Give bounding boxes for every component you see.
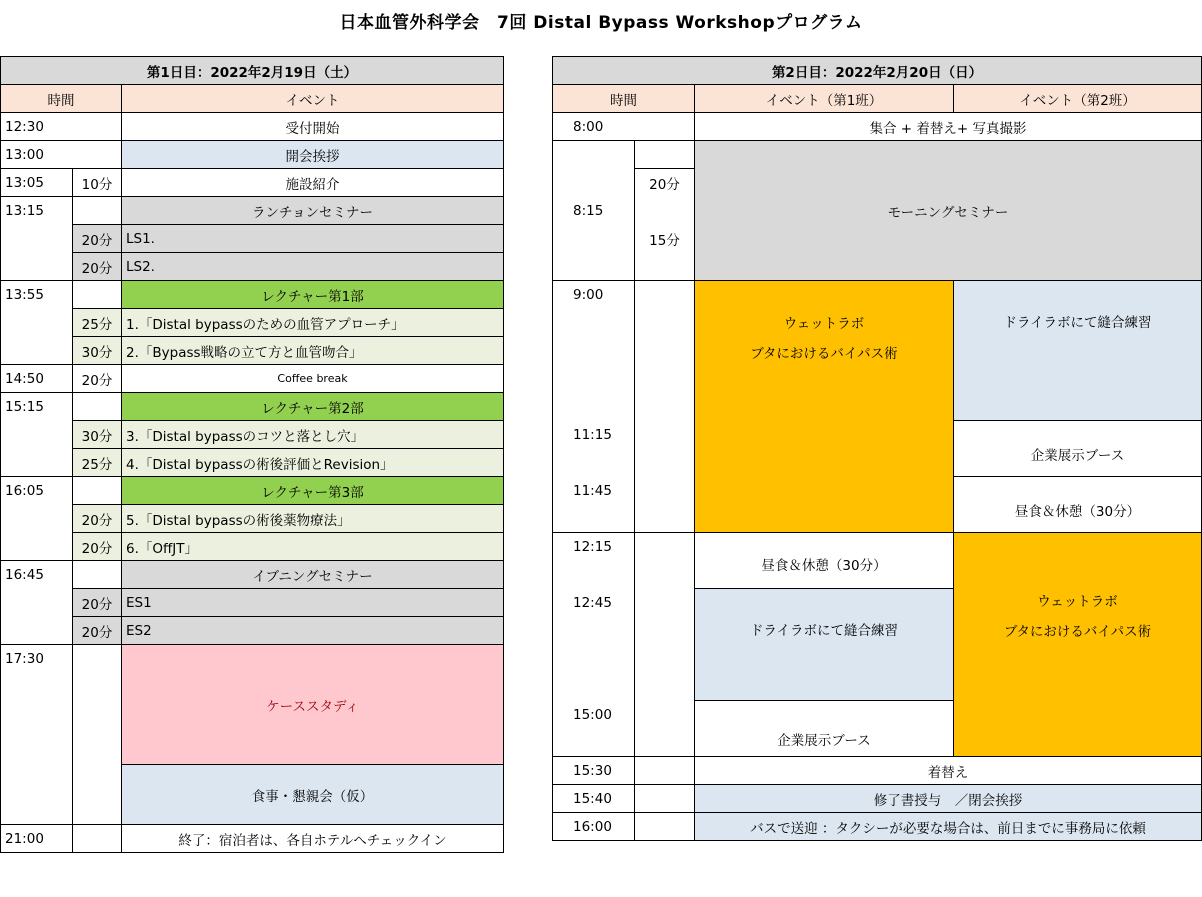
event-ls1: LS1. xyxy=(122,225,504,253)
time-cell: 12:15 xyxy=(553,533,635,561)
time-cell: 11:15 xyxy=(553,421,635,449)
time-cell: 11:45 xyxy=(553,477,635,505)
event-booth-group2: 企業展示ブース xyxy=(954,421,1202,477)
event-booth-group1: 企業展示ブース xyxy=(695,701,954,757)
page-title: 日本血管外科学会 7回 Distal Bypass Workshopプログラム xyxy=(339,13,863,33)
duration-cell: 20分 xyxy=(73,505,122,533)
duration-cell: 20分 xyxy=(73,253,122,281)
event-wet-lab-group2 xyxy=(954,533,1202,757)
day1-header: 第1日目：2022年2月19日（土） xyxy=(1,57,504,85)
event-luncheon-seminar: ランチョンセミナー xyxy=(122,197,504,225)
time-cell xyxy=(553,365,635,393)
time-cell: 12:45 xyxy=(553,589,635,617)
time-cell: 15:00 xyxy=(553,701,635,729)
time-cell: 13:55 xyxy=(1,281,73,365)
time-cell xyxy=(553,561,635,589)
event-dry-lab-group2: ドライラボにて縫合練習 xyxy=(954,281,1202,421)
time-cell: 17:30 xyxy=(1,645,73,825)
time-cell: 16:00 xyxy=(553,813,635,841)
event-lecture-3: レクチャー第3部 xyxy=(122,477,504,505)
wet-lab-label: ウェットラボ xyxy=(1037,594,1118,610)
event-dry-lab-group1: ドライラボにて縫合練習 xyxy=(695,589,954,701)
time-cell xyxy=(553,337,635,365)
event-es1: ES1 xyxy=(122,589,504,617)
time-cell: 15:15 xyxy=(1,393,73,477)
wet-lab-desc: ブタにおけるバイパス術 xyxy=(1003,624,1152,640)
event-wet-lab-group1 xyxy=(695,281,954,533)
duration-cell xyxy=(73,477,122,505)
duration-cell: 20分 xyxy=(73,533,122,561)
time-cell: 21:00 xyxy=(1,825,73,853)
time-cell: 13:00 xyxy=(1,141,122,169)
time-cell: 15:40 xyxy=(553,785,635,813)
time-cell: 16:45 xyxy=(1,561,73,645)
event-dinner: 食事・懇親会（仮） xyxy=(122,765,504,825)
event-evening-seminar: イブニングセミナー xyxy=(122,561,504,589)
event-lecture-1: レクチャー第1部 xyxy=(122,281,504,309)
day2-col-time: 時間 xyxy=(553,85,695,113)
duration-cell: 20分 xyxy=(73,589,122,617)
event-facility: 施設紹介 xyxy=(122,169,504,197)
duration-cell: 25分 xyxy=(73,449,122,477)
duration-cell: 10分 xyxy=(73,169,122,197)
time-cell: 16:05 xyxy=(1,477,73,561)
time-cell xyxy=(553,617,635,645)
day1-col-event: イベント xyxy=(122,85,504,113)
time-cell: 13:05 xyxy=(1,169,73,197)
duration-cell xyxy=(635,197,695,225)
time-cell xyxy=(553,673,635,701)
day2-schedule-table xyxy=(552,56,1202,841)
duration-cell xyxy=(73,561,122,589)
event-closing: 修了書授与 ／閉会挨拶 xyxy=(695,785,1202,813)
event-lecture-2-1: 3.「Distal bypassのコツと落とし穴」 xyxy=(122,421,504,449)
event-lunch-group2: 昼食＆休憩（30分） xyxy=(954,477,1202,533)
time-cell: 12:30 xyxy=(1,113,122,141)
duration-cell xyxy=(73,281,122,309)
wet-lab-desc: ブタにおけるバイパス術 xyxy=(750,346,898,362)
event-opening: 開会挨拶 xyxy=(122,141,504,169)
duration-cell xyxy=(73,825,122,853)
event-end: 終了：宿泊者は、各自ホテルへチェックイン xyxy=(122,825,504,853)
time-cell: 13:15 xyxy=(1,197,73,281)
duration-cell: 20分 xyxy=(73,365,122,393)
time-cell xyxy=(553,505,635,533)
event-lecture-2: レクチャー第2部 xyxy=(122,393,504,421)
event-lecture-3-1: 5.「Distal bypassの術後薬物療法」 xyxy=(122,505,504,533)
duration-cell xyxy=(635,785,695,813)
duration-cell: 15分 xyxy=(635,225,695,253)
duration-cell: 20分 xyxy=(73,225,122,253)
time-cell xyxy=(553,449,635,477)
duration-cell xyxy=(635,757,695,785)
time-cell: 9:00 xyxy=(553,281,635,309)
time-cell: 15:30 xyxy=(553,757,635,785)
duration-cell xyxy=(635,533,695,757)
day2-col-event-group2: イベント（第2班） xyxy=(954,85,1202,113)
duration-cell xyxy=(635,253,695,281)
event-change-clothes: 着替え xyxy=(695,757,1202,785)
event-bus: バスで送迎 ：タクシーが必要な場合は、前日までに事務局に依頼 xyxy=(695,813,1202,841)
duration-cell xyxy=(73,393,122,421)
event-ls2: LS2. xyxy=(122,253,504,281)
day2-header: 第2日目：2022年2月20日（日） xyxy=(553,57,1202,85)
event-case-study: ケーススタディ xyxy=(122,645,504,765)
duration-cell xyxy=(73,645,122,825)
time-cell: 8:15 xyxy=(553,141,635,281)
event-lecture-1-2: 2.「Bypass戦略の立て方と血管吻合」 xyxy=(122,337,504,365)
time-cell: 14:50 xyxy=(1,365,73,393)
event-lecture-3-2: 6.「OffJT」 xyxy=(122,533,504,561)
time-cell xyxy=(553,309,635,337)
event-reception: 受付開始 xyxy=(122,113,504,141)
duration-cell xyxy=(635,141,695,169)
event-coffee-break: Coffee break xyxy=(122,365,504,393)
event-gather: 集合 + 着替え+ 写真撮影 xyxy=(695,113,1202,141)
time-cell xyxy=(553,645,635,673)
duration-cell: 20分 xyxy=(73,617,122,645)
duration-cell xyxy=(73,197,122,225)
duration-cell xyxy=(635,813,695,841)
duration-cell: 20分 xyxy=(635,169,695,197)
duration-cell: 25分 xyxy=(73,309,122,337)
event-lunch-group1: 昼食＆休憩（30分） xyxy=(695,533,954,589)
day2-col-event-group1: イベント（第1班） xyxy=(695,85,954,113)
wet-lab-label: ウェットラボ xyxy=(783,316,865,332)
duration-cell xyxy=(635,281,695,533)
day1-col-time: 時間 xyxy=(1,85,122,113)
event-morning-seminar: モーニングセミナー xyxy=(695,141,1202,281)
time-cell xyxy=(553,729,635,757)
event-es2: ES2 xyxy=(122,617,504,645)
event-lecture-1-1: 1.「Distal bypassのための血管アプローチ」 xyxy=(122,309,504,337)
event-lecture-2-2: 4.「Distal bypassの術後評価とRevision」 xyxy=(122,449,504,477)
duration-cell: 30分 xyxy=(73,337,122,365)
duration-cell: 30分 xyxy=(73,421,122,449)
day1-schedule-table xyxy=(0,56,504,853)
time-cell xyxy=(553,393,635,421)
time-cell: 8:00 xyxy=(553,113,695,141)
